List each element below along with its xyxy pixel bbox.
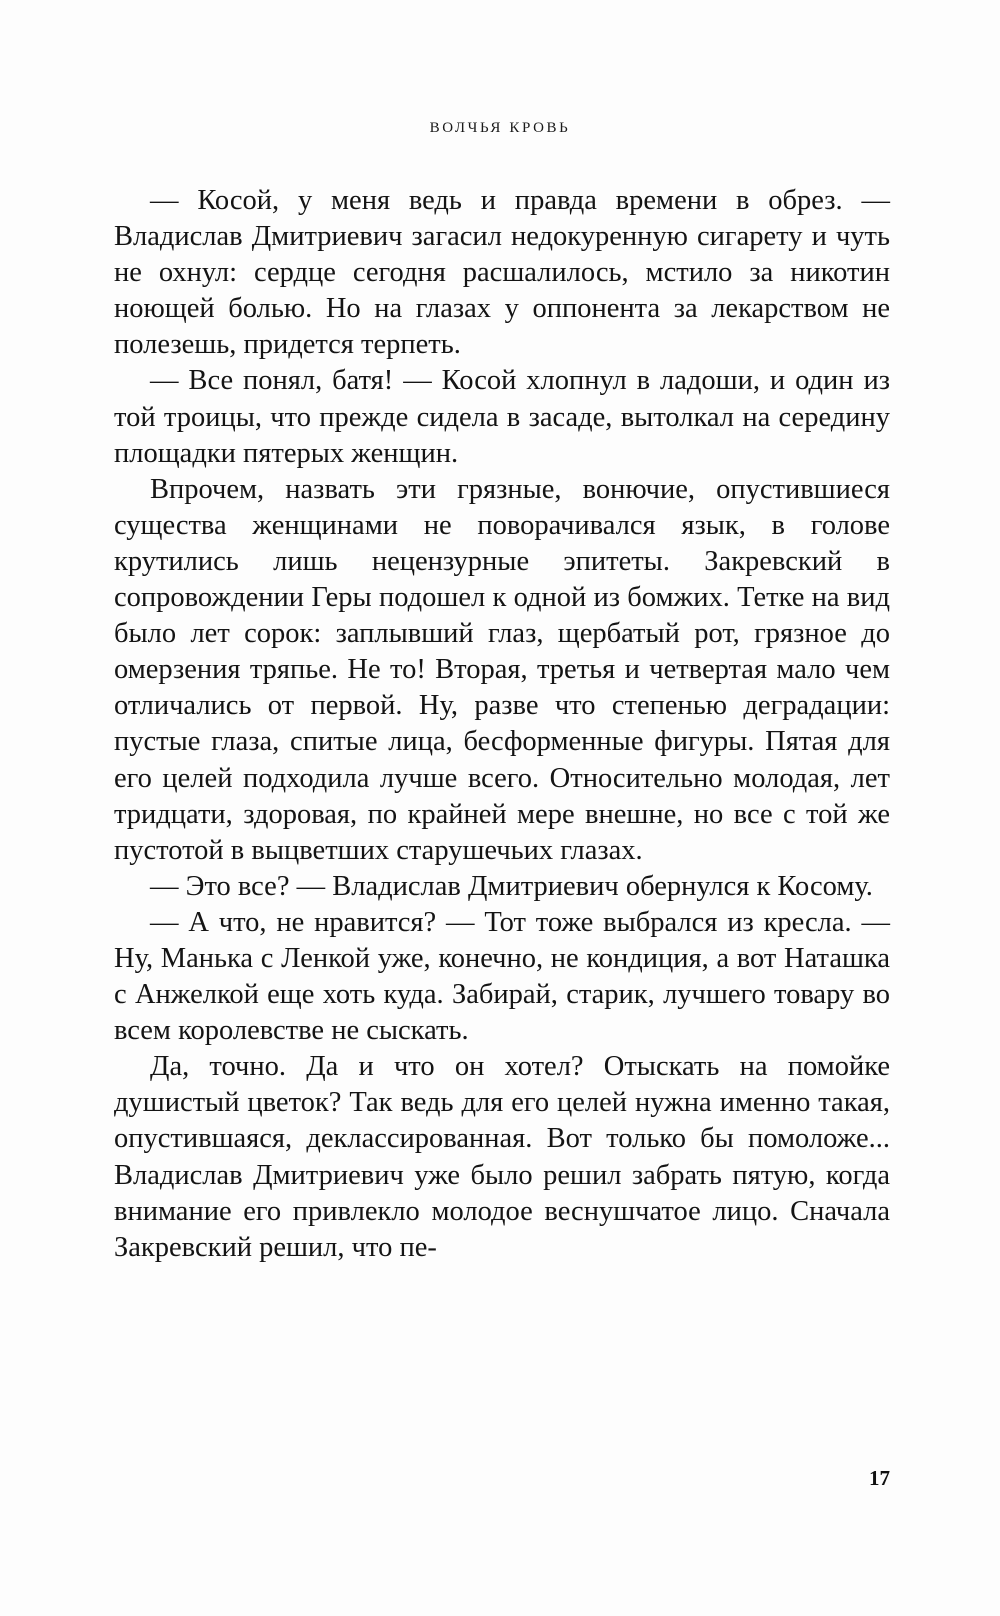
paragraph: Впрочем, назвать эти грязные, вонючие, опустившиеся существа женщинами не поворачивался язык, в голове крутились лишь нецензурные эпитеты. Закревский в сопровождении Геры подошел к одной из бомжих. Тетке на вид было лет сорок: заплывший глаз, щербатый рот, грязное до омерзения тряпье. Не то! Вторая, третья и четвертая мало чем отличались от первой. Ну, разве что степенью деградации: пустые глаза, спитые лица, бесформенные фигуры. Пятая для его целей подходила лучше всего. Относительно молодая, лет тридцати, здоровая, по крайней мере внешне, но все с той же пустотой в выцветших старушечьих глазах. [114, 473, 890, 866]
body-text [114, 183, 890, 1266]
running-title: ВОЛЧЬЯ КРОВЬ [429, 120, 571, 136]
paragraph: — Все понял, батя! — Косой хлопнул в ладоши, и один из той троицы, что прежде сидела в засаде, вытолкал на середину площадки пятерых женщин. [114, 365, 890, 469]
paragraph: — Косой, у меня ведь и правда времени в обрез. — Владислав Дмитриевич загасил недокуренную сигарету и чуть не охнул: сердце сегодня расшалилось, мстило за никотин ноющей болью. Но на глазах у оппонента за лекарством не полезешь, придется терпеть. [114, 185, 890, 361]
page-number: 17 [869, 1466, 890, 1490]
paragraph: — Это все? — Владислав Дмитриевич обернулся к Косому. [150, 870, 873, 902]
paragraph: — А что, не нравится? — Тот тоже выбрался из кресла. — Ну, Манька с Ленкой уже, конечно, не кондиция, а вот Наташка с Анжелкой еще хоть куда. Забирай, старик, лучшего товару во всем королевстве не сыскать. [114, 906, 890, 1047]
paragraph: Да, точно. Да и что он хотел? Отыскать на помойке душистый цветок? Так ведь для его целей нужна именно такая, опустившаяся, деклассированная. Вот только бы помоложе... Владислав Дмитриевич уже было решил забрать пятую, когда внимание его привлекло молодое веснушчатое лицо. Сначала Закревский решил, что пе- [114, 1051, 890, 1263]
